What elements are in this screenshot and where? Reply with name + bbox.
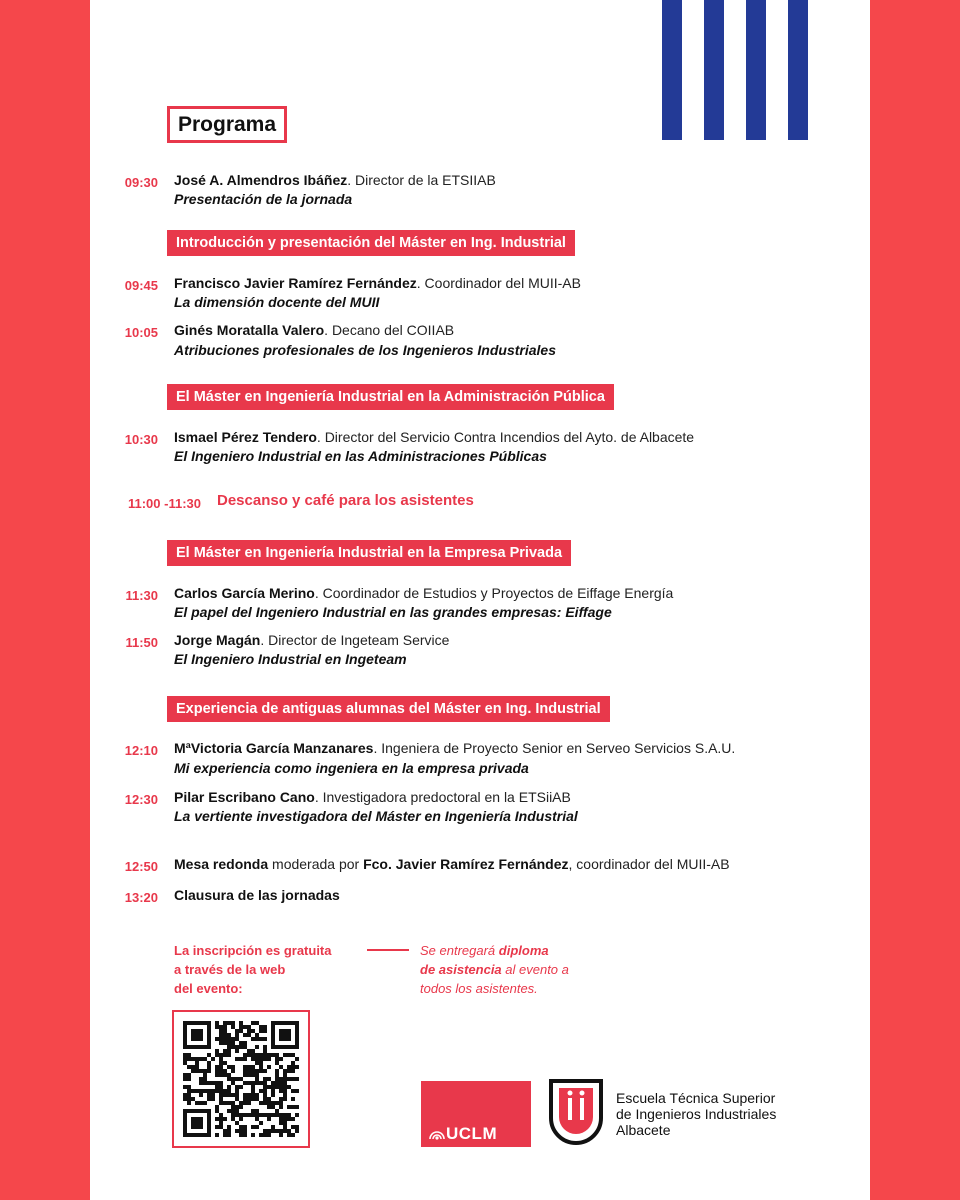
item-time: 12:10 — [124, 743, 158, 758]
note-text: al evento a — [501, 962, 569, 977]
registration-line: a través de la web — [174, 962, 286, 977]
note-emphasis: de asistencia — [420, 962, 502, 977]
item-time: 12:30 — [124, 792, 158, 807]
stripe — [746, 0, 766, 140]
registration-text — [174, 941, 332, 998]
talk-title: El Ingeniero Industrial en las Administraciones Públicas — [174, 448, 547, 464]
speaker-name: Francisco Javier Ramírez Fernández — [174, 275, 417, 291]
speaker-line — [174, 632, 449, 648]
speaker-name: José A. Almendros Ibáñez — [174, 172, 348, 188]
school-name-line: de Ingenieros Industriales — [616, 1106, 777, 1122]
school-name-line: Albacete — [616, 1122, 671, 1138]
registration-line: La inscripción es gratuita — [174, 943, 332, 958]
school-name-line: Escuela Técnica Superior — [616, 1090, 776, 1106]
speaker-role: . Director de Ingeteam Service — [260, 632, 450, 648]
speaker-line — [174, 585, 673, 601]
item-time: 12:50 — [124, 859, 158, 874]
stripe — [662, 0, 682, 140]
stripe — [704, 0, 724, 140]
speaker-line — [174, 740, 735, 756]
speaker-line — [174, 275, 581, 291]
item-time: 13:20 — [124, 890, 158, 905]
speaker-line — [174, 429, 694, 445]
etsii-shield-icon — [548, 1078, 604, 1148]
speaker-role: . Coordinador de Estudios y Proyectos de Eiffage Energía — [314, 585, 674, 601]
talk-title: El papel del Ingeniero Industrial en las grandes empresas: Eiffage — [174, 604, 612, 620]
speaker-name: Ismael Pérez Tendero — [174, 429, 317, 445]
round-table-line — [174, 856, 730, 872]
speaker-name: Carlos García Merino — [174, 585, 315, 601]
break-time: 11:00 -11:30 — [127, 496, 201, 511]
section-header: El Máster en Ingeniería Industrial en la Empresa Privada — [167, 540, 571, 566]
moderator-name: Fco. Javier Ramírez Fernández — [363, 856, 569, 872]
speaker-name: MªVictoria García Manzanares — [174, 740, 374, 756]
speaker-line — [174, 789, 571, 805]
item-time: 10:05 — [124, 325, 158, 340]
uclm-logo — [421, 1081, 531, 1147]
stripe — [788, 0, 808, 140]
speaker-name: Jorge Magán — [174, 632, 261, 648]
decorative-stripes — [662, 0, 810, 140]
speaker-name: Ginés Moratalla Valero — [174, 322, 325, 338]
speaker-role: . Investigadora predoctoral en la ETSiiAB — [314, 789, 571, 805]
speaker-line — [174, 172, 496, 188]
registration-line: del evento: — [174, 981, 243, 996]
section-header: Experiencia de antiguas alumnas del Máster en Ing. Industrial — [167, 696, 610, 722]
speaker-role: . Director del Servicio Contra Incendios del Ayto. de Albacete — [316, 429, 695, 445]
uclm-emblem-icon — [429, 1126, 445, 1140]
talk-title: Presentación de la jornada — [174, 191, 353, 207]
page-title: Programa — [167, 106, 287, 143]
item-time: 10:30 — [124, 432, 158, 447]
moderator-role: , coordinador del MUII-AB — [568, 856, 730, 872]
talk-title: El Ingeniero Industrial en Ingeteam — [174, 651, 407, 667]
program-page — [90, 0, 870, 1200]
note-text: Se entregará — [420, 943, 499, 958]
item-time: 11:50 — [125, 635, 158, 650]
school-name — [616, 1090, 776, 1138]
connector-line — [367, 949, 409, 951]
closing-text: Clausura de las jornadas — [174, 887, 340, 903]
talk-title: La vertiente investigadora del Máster en Ingeniería Industrial — [174, 808, 578, 824]
uclm-logo-text: UCLM — [446, 1124, 498, 1143]
section-header: Introducción y presentación del Máster en Ing. Industrial — [167, 230, 575, 256]
item-time: 09:45 — [124, 278, 158, 293]
speaker-role: . Ingeniera de Proyecto Senior en Serveo Servicios S.A.U. — [373, 740, 736, 756]
speaker-line — [174, 322, 454, 338]
round-table-mid: moderada por — [268, 856, 364, 872]
speaker-name: Pilar Escribano Cano — [174, 789, 315, 805]
talk-title: Atribuciones profesionales de los Ingenieros Industriales — [174, 342, 556, 358]
diploma-note — [420, 941, 569, 998]
speaker-role: . Director de la ETSIIAB — [347, 172, 496, 188]
note-emphasis: diploma — [498, 943, 549, 958]
section-header: El Máster en Ingeniería Industrial en la Administración Pública — [167, 384, 614, 410]
break-text: Descanso y café para los asistentes — [217, 492, 474, 509]
round-table-label: Mesa redonda — [174, 856, 269, 872]
note-text: todos los asistentes. — [420, 981, 538, 996]
talk-title: La dimensión docente del MUII — [174, 294, 380, 310]
item-time: 09:30 — [124, 175, 158, 190]
registration-qr-code[interactable] — [172, 1010, 310, 1148]
qr-code-icon — [183, 1021, 299, 1137]
talk-title: Mi experiencia como ingeniera en la empresa privada — [174, 760, 529, 776]
item-time: 11:30 — [125, 588, 158, 603]
closing-line — [174, 887, 340, 903]
speaker-role: . Coordinador del MUII-AB — [416, 275, 581, 291]
speaker-role: . Decano del COIIAB — [324, 322, 455, 338]
